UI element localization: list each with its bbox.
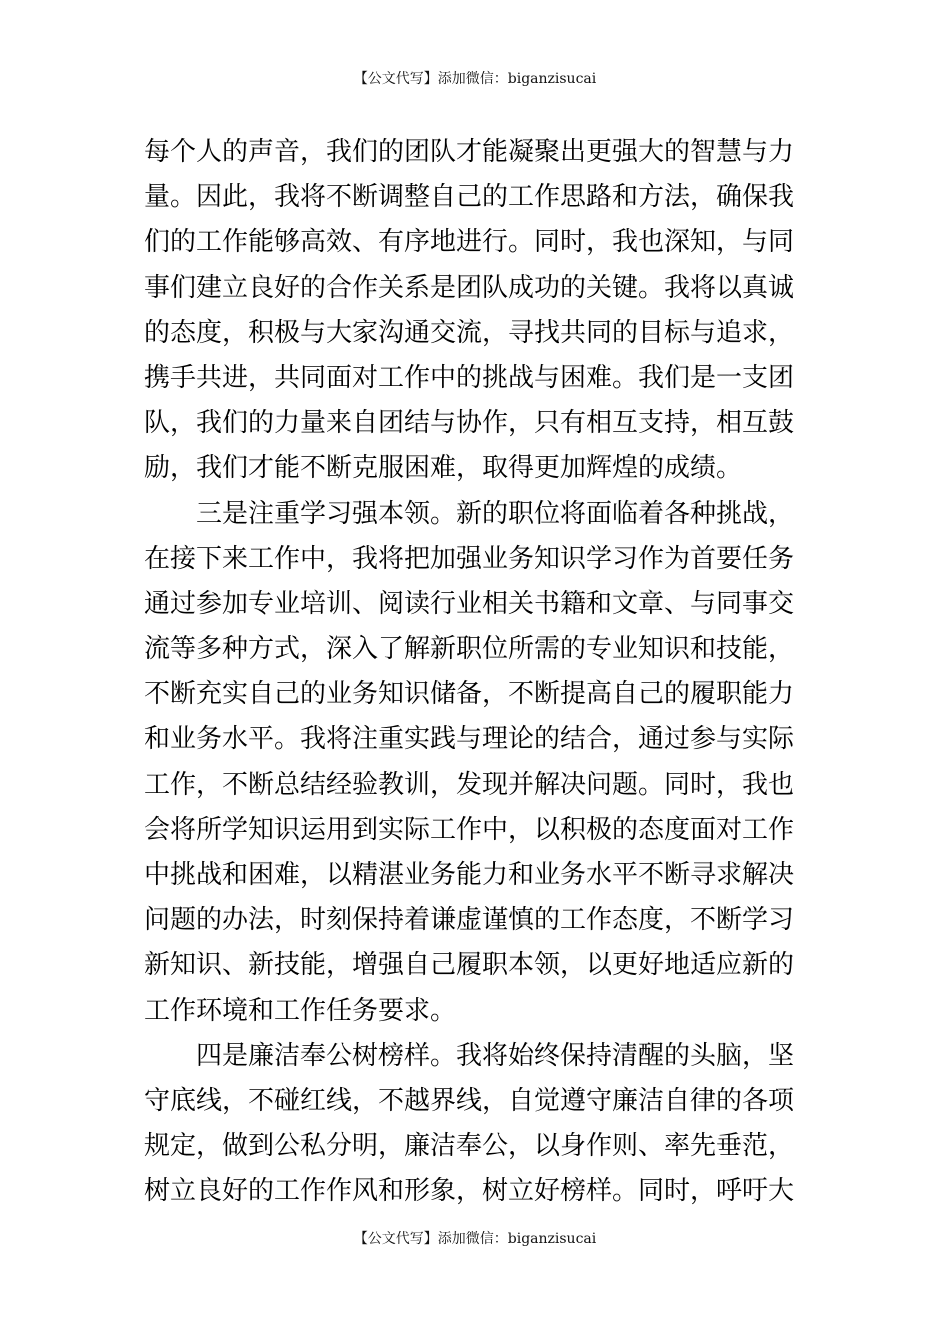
- text-line: 每个人的声音，我们的团队才能凝聚出更强大的智慧与力: [144, 137, 795, 167]
- text-line: 工作，不断总结经验教训，发现并解决问题。同时，我也: [144, 769, 795, 800]
- text-line: 量。因此，我将不断调整自己的工作思路和方法，确保我: [144, 182, 795, 213]
- text-line: 规定，做到公私分明，廉洁奉公，以身作则、率先垂范，: [144, 1131, 795, 1162]
- text-line: 队，我们的力量来自团结与协作，只有相互支持，相互鼓: [144, 408, 795, 439]
- text-line: 中挑战和困难，以精湛业务能力和业务水平不断寻求解决: [144, 860, 795, 890]
- text-line: 携手共进，共同面对工作中的挑战与困难。我们是一支团: [144, 362, 795, 393]
- text-line: 们的工作能够高效、有序地进行。同时，我也深知，与同: [144, 227, 795, 258]
- text-line: 流等多种方式，深入了解新职位所需的专业知识和技能，: [144, 634, 795, 665]
- text-line: 通过参加专业培训、阅读行业相关书籍和文章、与同事交: [144, 588, 795, 619]
- body-text: [144, 130, 810, 1215]
- text-line: 树立良好的工作作风和形象，树立好榜样。同时，呼吁大: [144, 1176, 795, 1207]
- page-header: 【公文代写】添加微信：biganzisucai: [353, 71, 597, 87]
- text-line: 事们建立良好的合作关系是团队成功的关键。我将以真诚: [144, 272, 795, 303]
- paragraph-start-line: 四是廉洁奉公树榜样。我将始终保持清醒的头脑，坚: [196, 1040, 795, 1071]
- text-line: 和业务水平。我将注重实践与理论的结合，通过参与实际: [144, 724, 795, 755]
- text-line: 工作环境和工作任务要求。: [144, 995, 457, 1026]
- text-line: 新知识、新技能，增强自己履职本领，以更好地适应新的: [144, 950, 795, 981]
- text-line: 会将所学知识运用到实际工作中，以积极的态度面对工作: [144, 814, 795, 845]
- paragraph-start-line: 三是注重学习强本领。新的职位将面临着各种挑战，: [196, 498, 795, 529]
- text-line: 不断充实自己的业务知识储备，不断提高自己的履职能力: [144, 679, 795, 710]
- text-line: 在接下来工作中，我将把加强业务知识学习作为首要任务: [144, 543, 795, 574]
- text-line: 励，我们才能不断克服困难，取得更加辉煌的成绩。: [144, 453, 743, 484]
- text-line: 守底线，不碰红线，不越界线，自觉遵守廉洁自律的各项: [144, 1085, 795, 1116]
- page-footer: 【公文代写】添加微信：biganzisucai: [353, 1231, 597, 1247]
- text-line: 的态度，积极与大家沟通交流，寻找共同的目标与追求，: [144, 317, 795, 348]
- text-line: 问题的办法，时刻保持着谦虚谨慎的工作态度，不断学习: [144, 905, 795, 936]
